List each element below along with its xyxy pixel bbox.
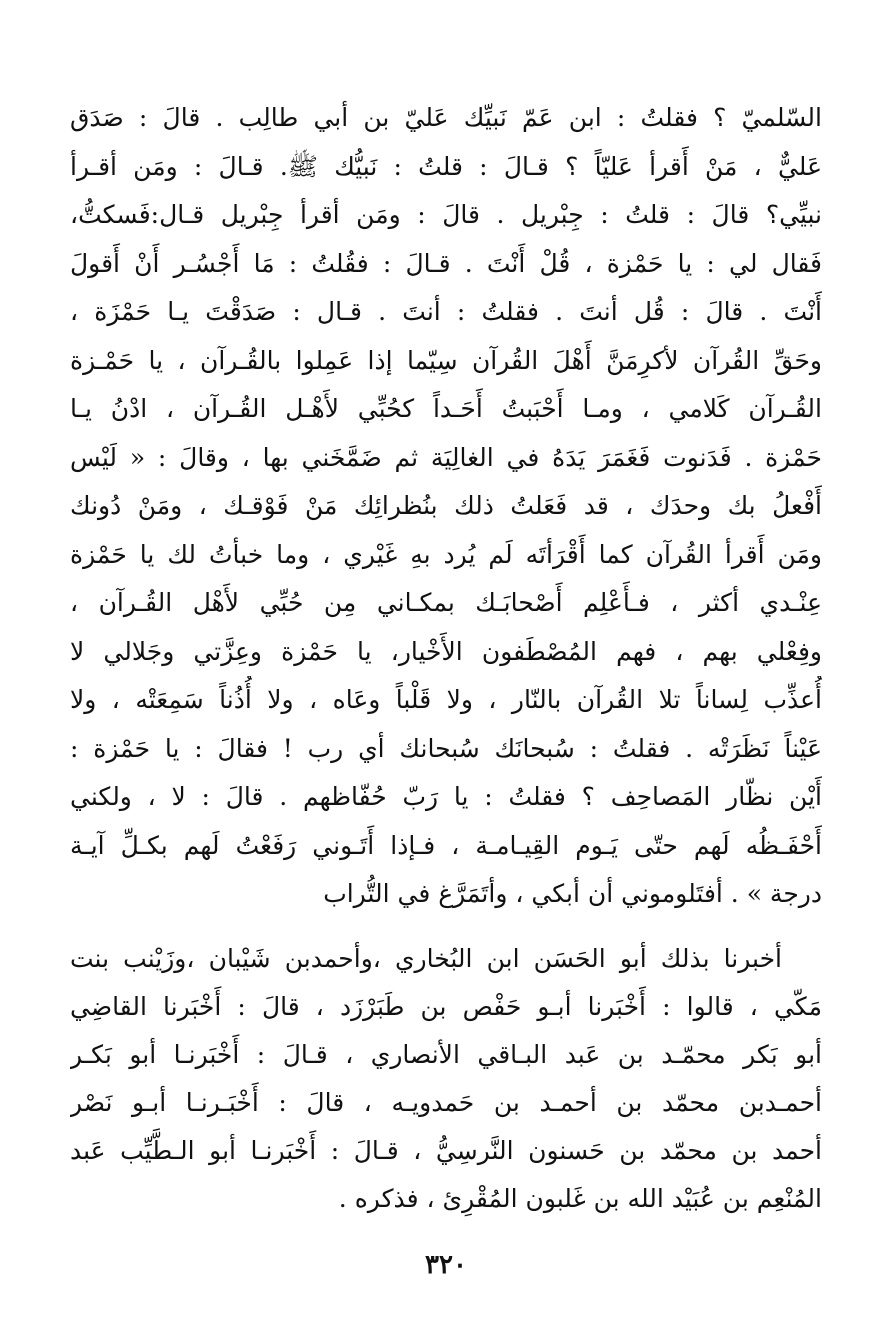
- text-line: عَيْناً نَظَرَتْه . فقلتُ : سُبحانَك سُبحانك أي رب ! فقالَ : يا حَمْزة :: [70, 733, 822, 763]
- text-line: حَمْزة . فَدَنوت فَغَمَرَ يَدَهُ في الغالِيَة ثم ضَمَّخَني بها ، وقالَ : « لَيْس: [70, 442, 822, 472]
- text-line: عِنْـدي أكثر ، فـأَعْلِم أَصْحابَـك بمكـاني مِن حُبِّي لأَهْل القُـرآن ،: [70, 588, 822, 617]
- isnad-paragraph: [70, 935, 822, 1223]
- text-line: القُـرآن كَلامي ، ومـا أَحْبَبتُ أَحَـداً كحُبِّي لأَهْـل القُـرآن ، ادْنُ يـا: [70, 394, 822, 423]
- text-line: درجة » . أفتَلوموني أن أبكي ، وأتَمَرَّغ في التُّراب: [323, 879, 822, 908]
- text-line: المُنْعِم بن عُبَيْد الله بن غَلبون المُقْرِئ ، فذكره .: [338, 1184, 822, 1213]
- text-line: السّلميّ ؟ فقلتُ : ابن عَمّ نَبيِّك عَليّ بن أبي طالِب . قالَ : صَدَق: [70, 103, 822, 132]
- text-line: وفِعْلي بهم ، فهم المُصْطَفون الأَخْيار، يا حَمْزة وعِزَّتي وجَلالي لا: [70, 636, 822, 666]
- page-number: ٣٢٠: [425, 1250, 467, 1280]
- text-line: فَقال لي : يا حَمْزة ، قُلْ أَنْتَ . قـالَ : فقُلتُ : مَا أَجْسُـر أَنْ أَقولَ: [70, 248, 822, 278]
- main-paragraph: [70, 94, 822, 919]
- text-line: ومَن أَقرأ القُرآن كما أَقْرَأتَه لَم يُرد بهِ غَيْري ، وما خبأتُ لك يا حَمْزة: [70, 539, 822, 569]
- text-line: أحمد بن محمّد بن حَسنون النَّرسِيُّ ، قـالَ : أَخْبَرنـا أبو الـطَّيِّب عَبد: [70, 1136, 822, 1165]
- text-line: عَليٌّ ، مَنْ أَقرأ عَليّاً ؟ قـالَ : قلتُ : نَبيُّك ﷺ. قـالَ : ومَن أقـرأ: [70, 151, 822, 181]
- text-line: أَحْفَـظُه لَهم حتّى يَـوم القِيـامـة ، فـإذا أَتَـوني رَفَعْتُ لَهم بكـلِّ آيـة: [70, 830, 822, 860]
- text-line: أَفْعلُ بك وحدَك ، قد فَعَلتُ ذلك بنُظرائِك مَنْ فَوْقـك ، ومَنْ دُونك: [70, 491, 822, 520]
- text-line: أخبرنا بذلك أبو الحَسَن ابن البُخاري ،وأحمدبن شَيْبان ،وزَيْنب بنت: [70, 944, 782, 973]
- text-line: نبيِّي؟ قالَ : قلتُ : جِبْريل . قالَ : ومَن أقرأ جِبْريل قـال:فَسكتُّ،: [70, 200, 822, 229]
- text-line: أحمـدبن محمّد بن أحمـد بن حَمدويـه ، قالَ : أَخْبَـرنـا أبـو نَصْر: [70, 1088, 822, 1117]
- text-line: أَنْتَ . قالَ : قُل أنتَ . فقلتُ : أنتَ . قـال : صَدَقْتَ يـا حَمْزَة ،: [70, 297, 822, 326]
- text-line: مَكّي ، قالوا : أَخْبَرنا أبـو حَفْص بن طَبَرْزَد ، قالَ : أَخْبَرنا القاضِي: [70, 992, 822, 1021]
- text-line: أبو بَكر محمّـد بن عَبد البـاقي الأنصاري ، قـالَ : أَخْبَرنـا أبو بَكـر: [70, 1040, 822, 1069]
- text-line: أَيْن نظّار المَصاحِف ؟ فقلتُ : يا رَبّ حُفّاظهم . قالَ : لا ، ولكني: [70, 782, 822, 811]
- text-line: أُعذِّب لِساناً تلا القُرآن بالنّار ، ولا قَلْباً وعَاه ، ولا أُذُناً سَمِعَتْه ، ولا: [70, 685, 822, 714]
- text-line: وحَقِّ القُرآن لأكرِمَنَّ أَهْلَ القُرآن سِيّما إذا عَمِلوا بالقُـرآن ، يا حَمْـزة: [70, 345, 822, 375]
